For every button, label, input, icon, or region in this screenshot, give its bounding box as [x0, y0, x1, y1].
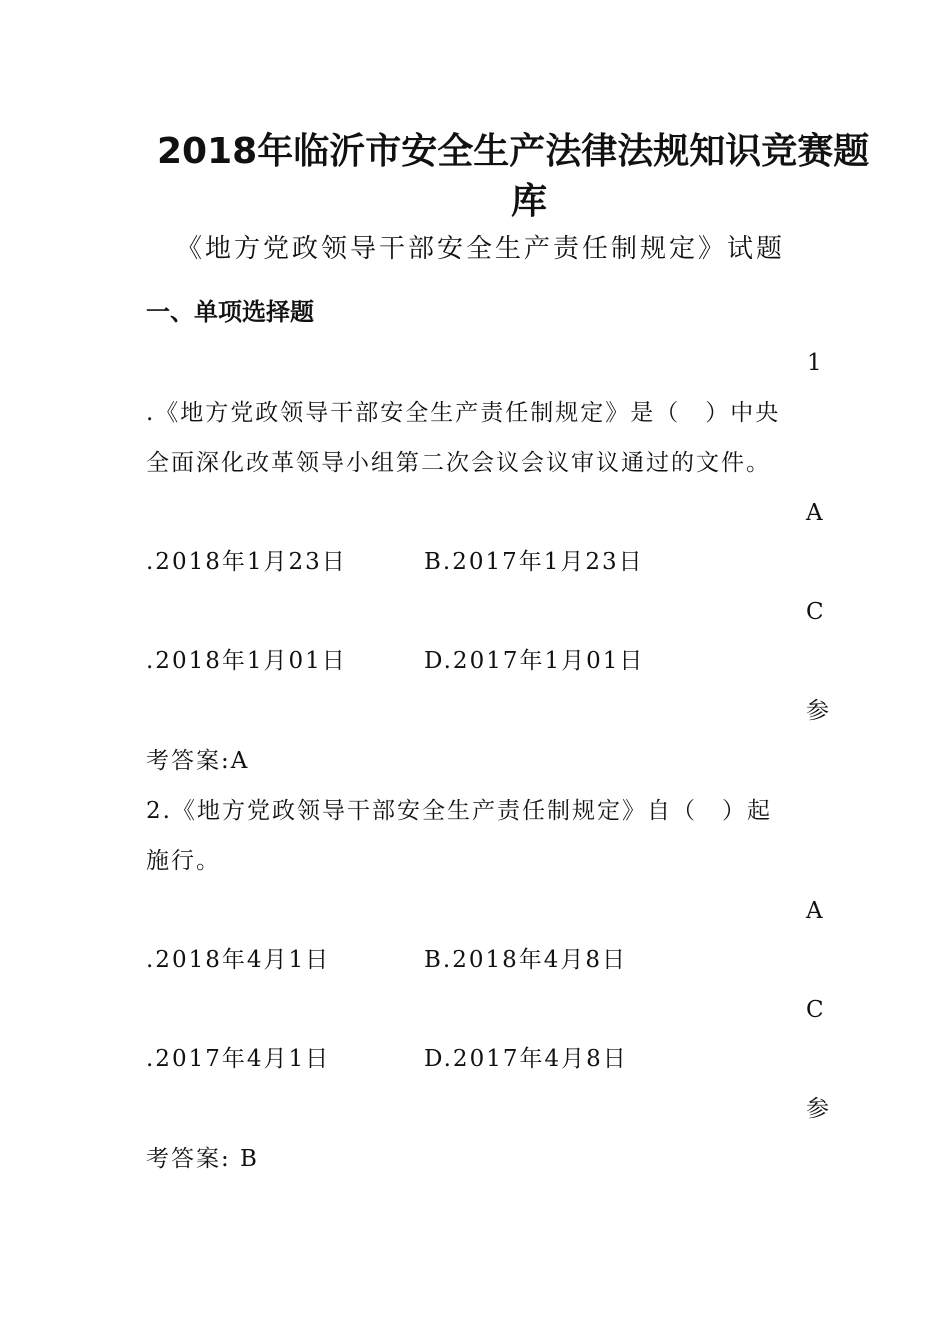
question-text-line2: 施行。: [146, 848, 221, 874]
answer-text: 考答案: B: [146, 1146, 259, 1172]
option-c: .2017年4月1日: [146, 1046, 331, 1072]
option-b: B.2017年1月23日: [424, 549, 644, 575]
option-a: .2018年1月23日: [146, 549, 347, 575]
option-a-marker: A: [806, 500, 823, 526]
document-title-line2: 库: [511, 181, 548, 222]
option-d: D.2017年4月8日: [424, 1046, 628, 1072]
option-a-marker: A: [806, 898, 823, 924]
question-text-line1: 2.《地方党政领导干部安全生产责任制规定》自（ ）起: [146, 798, 772, 824]
option-d: D.2017年1月01日: [424, 648, 645, 674]
answer-text: 考答案:A: [146, 748, 250, 774]
option-c-marker: C: [806, 599, 824, 625]
question-text-line1: .《地方党政领导干部安全生产责任制规定》是（ ）中央: [146, 400, 781, 426]
answer-marker: 参: [806, 698, 829, 724]
option-a: .2018年4月1日: [146, 947, 331, 973]
option-c-marker: C: [806, 997, 824, 1023]
option-c: .2018年1月01日: [146, 648, 347, 674]
document-title-line1: 2018年临沂市安全生产法律法规知识竞赛题: [157, 131, 870, 172]
document-subtitle: 《地方党政领导干部安全生产责任制规定》试题: [176, 234, 786, 264]
option-b: B.2018年4月8日: [424, 947, 628, 973]
answer-marker: 参: [806, 1096, 829, 1122]
question-number: 1: [807, 350, 822, 376]
section-heading: 一、单项选择题: [146, 298, 314, 326]
question-text-line2: 全面深化改革领导小组第二次会议会议审议通过的文件。: [146, 450, 771, 476]
